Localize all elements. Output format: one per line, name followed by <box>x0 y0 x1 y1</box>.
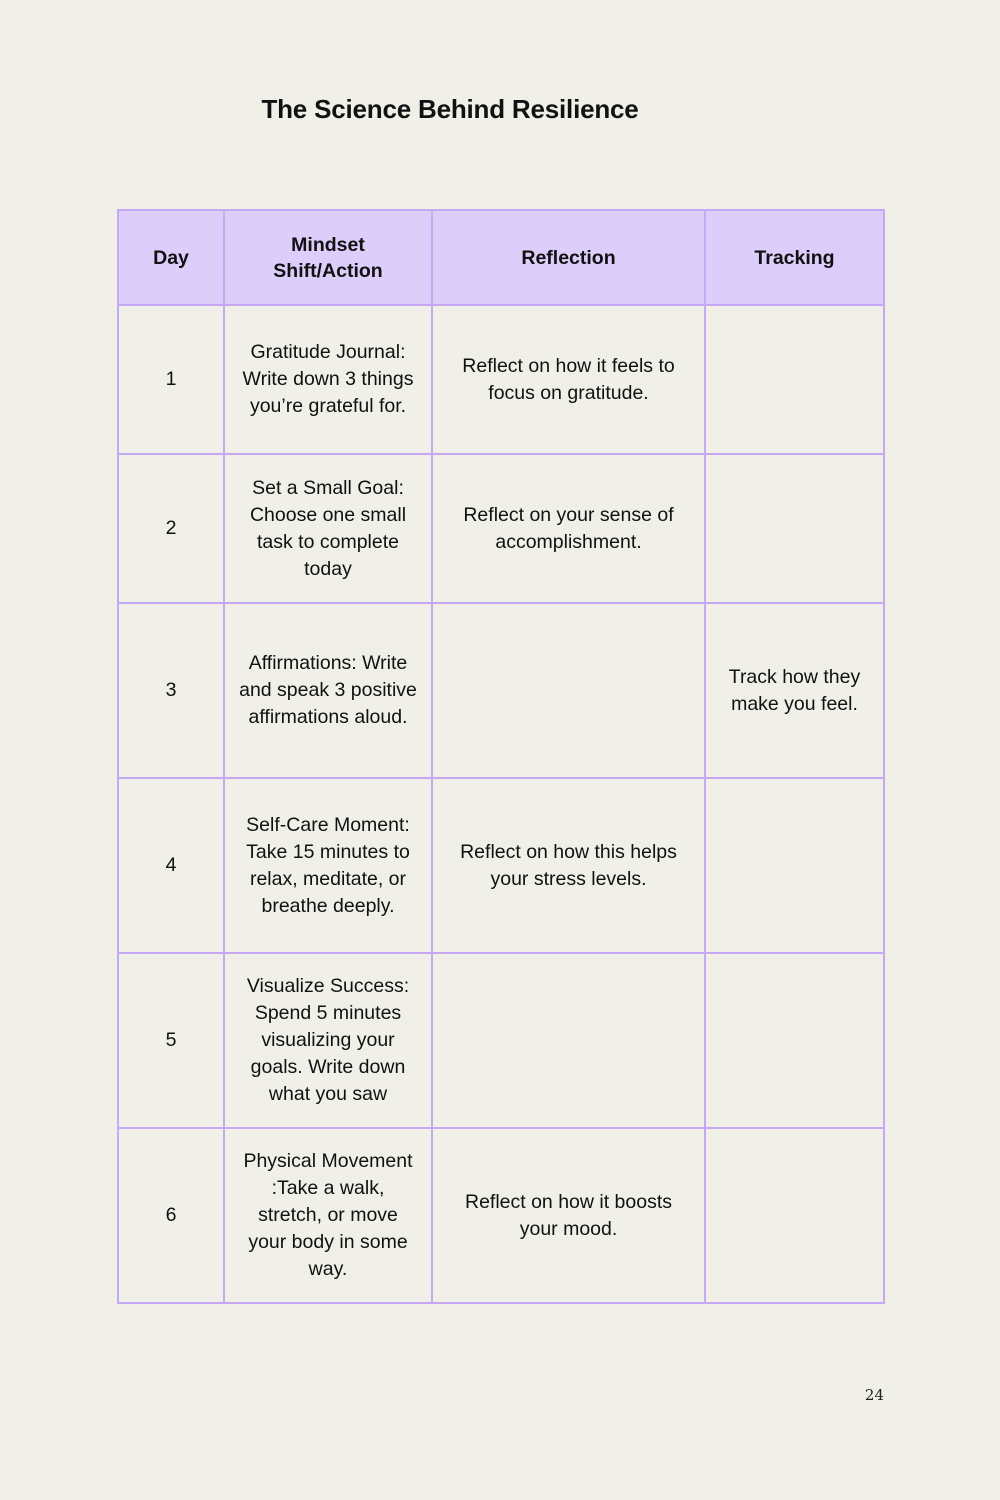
day-cell: 4 <box>118 778 224 953</box>
tracking-cell <box>705 454 884 603</box>
header-row <box>118 210 884 305</box>
tracking-cell <box>705 778 884 953</box>
tracking-cell <box>705 953 884 1128</box>
mindset-cell: Set a Small Goal: Choose one small task to complete today <box>224 454 432 603</box>
reflection-cell: Reflect on how this helps your stress levels. <box>432 778 705 953</box>
table-row <box>118 778 884 953</box>
tracking-cell <box>705 1128 884 1303</box>
header-mindset: Mindset Shift/Action <box>224 210 432 305</box>
table-row <box>118 305 884 454</box>
mindset-cell: Visualize Success: Spend 5 minutes visualizing your goals. Write down what you saw <box>224 953 432 1128</box>
table-row <box>118 454 884 603</box>
mindset-cell: Self-Care Moment: Take 15 minutes to relax, meditate, or breathe deeply. <box>224 778 432 953</box>
table-row <box>118 603 884 778</box>
tracking-cell: Track how they make you feel. <box>705 603 884 778</box>
day-cell: 5 <box>118 953 224 1128</box>
page-number: 24 <box>864 1386 884 1404</box>
reflection-cell: Reflect on how it boosts your mood. <box>432 1128 705 1303</box>
day-cell: 3 <box>118 603 224 778</box>
tracking-cell <box>705 305 884 454</box>
header-day: Day <box>118 210 224 305</box>
resilience-plan-table <box>117 209 885 1304</box>
page-title: The Science Behind Resilience <box>261 94 639 124</box>
day-cell: 6 <box>118 1128 224 1303</box>
reflection-cell <box>432 953 705 1128</box>
day-cell: 2 <box>118 454 224 603</box>
reflection-cell <box>432 603 705 778</box>
mindset-cell: Physical Movement :Take a walk, stretch, or move your body in some way. <box>224 1128 432 1303</box>
header-reflection: Reflection <box>432 210 705 305</box>
mindset-cell: Gratitude Journal: Write down 3 things you’re grateful for. <box>224 305 432 454</box>
reflection-cell: Reflect on your sense of accomplishment. <box>432 454 705 603</box>
reflection-cell: Reflect on how it feels to focus on gratitude. <box>432 305 705 454</box>
mindset-cell: Affirmations: Write and speak 3 positive affirmations aloud. <box>224 603 432 778</box>
header-tracking: Tracking <box>705 210 884 305</box>
day-cell: 1 <box>118 305 224 454</box>
table-row <box>118 953 884 1128</box>
table-body <box>118 305 884 1303</box>
table-header <box>118 210 884 305</box>
table-row <box>118 1128 884 1303</box>
